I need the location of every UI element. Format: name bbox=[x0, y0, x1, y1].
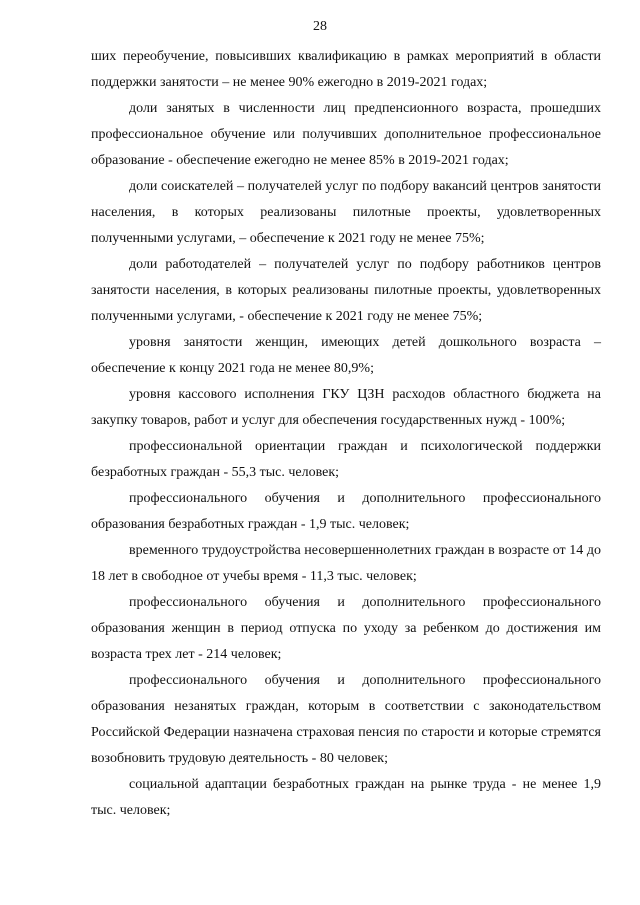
paragraph-social-adaptation: социальной адаптации безработных граждан на рынке труда - не менее 1,9 тыс. человек; bbox=[91, 777, 601, 818]
paragraph-job-seekers-satisfaction: доли соискателей – получателей услуг по подбору вакансий центров занятости населения, в которых реализованы пилотные проекты, удовлетворенных полученными услугами, – обеспечение к 2021 году не менее 75%; bbox=[91, 179, 601, 246]
text-body bbox=[91, 44, 601, 824]
paragraph-women-employment: уровня занятости женщин, имеющих детей дошкольного возраста – обеспечение к концу 2021 года не менее 80,9%; bbox=[91, 335, 601, 376]
paragraph-pre-retirement-employment: доли занятых в численности лиц предпенсионного возраста, прошедших профессиональное обучение или получивших дополнительное профессиональное образование - обеспечение ежегодно не менее 85% в 2019-2021 годах; bbox=[91, 101, 601, 168]
paragraph-career-guidance: профессиональной ориентации граждан и психологической поддержки безработных граждан - 55,3 тыс. человек; bbox=[91, 439, 601, 480]
paragraph-unemployed-training: профессионального обучения и дополнительного профессионального образования безработных граждан - 1,9 тыс. человек; bbox=[91, 491, 601, 532]
paragraph-continuation: ших переобучение, повысивших квалификацию в рамках мероприятий в области поддержки занятости – не менее 90% ежегодно в 2019-2021 годах; bbox=[91, 49, 601, 90]
paragraph-pensioners-training: профессионального обучения и дополнительного профессионального образования незанятых граждан, которым в соответствии с законодательством Российской Федерации назначена страховая пенсия по старости и которые стремятся возобновить трудовую деятельность - 80 человек; bbox=[91, 673, 601, 766]
paragraph-employers-satisfaction: доли работодателей – получателей услуг по подбору работников центров занятости населения, в которых реализованы пилотные проекты, удовлетворенных полученными услугами, - обеспечение к 2021 году не менее 75%; bbox=[91, 257, 601, 324]
page-number: 28 bbox=[313, 19, 327, 34]
paragraph-minors-employment: временного трудоустройства несовершеннолетних граждан в возрасте от 14 до 18 лет в свободное от учебы время - 11,3 тыс. человек; bbox=[91, 543, 601, 584]
paragraph-maternity-leave-training: профессионального обучения и дополнительного профессионального образования женщин в период отпуска по уходу за ребенком до достижения им возраста трех лет - 214 человек; bbox=[91, 595, 601, 662]
paragraph-budget-execution: уровня кассового исполнения ГКУ ЦЗН расходов областного бюджета на закупку товаров, работ и услуг для обеспечения государственных нужд - 100%; bbox=[91, 387, 601, 428]
